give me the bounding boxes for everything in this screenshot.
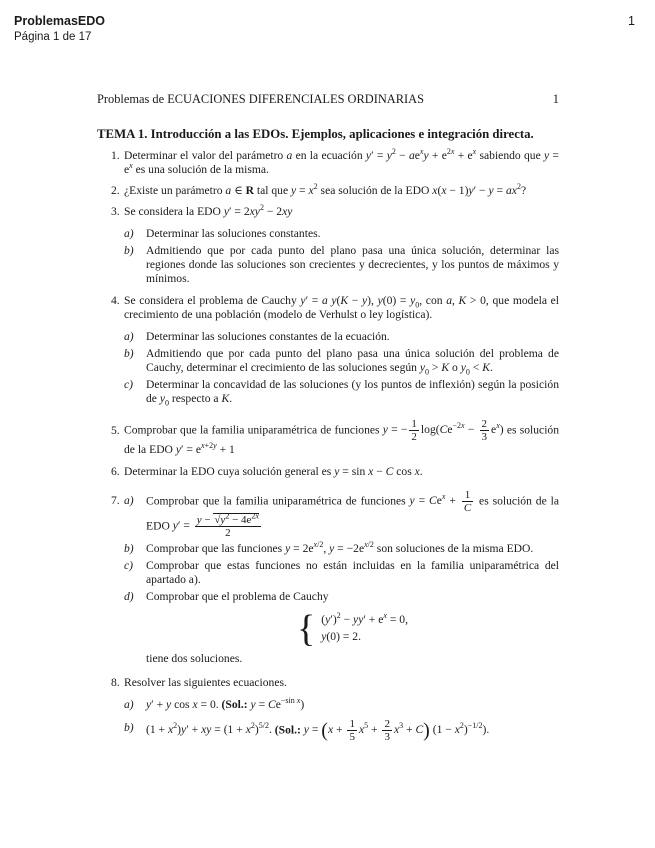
- math: $y' = 2xy^2 - 2xy$: [223, 203, 293, 218]
- part-label: d): [124, 589, 134, 603]
- solution-label: (Sol.:: [274, 722, 304, 736]
- problem-number: 5.: [111, 423, 120, 437]
- problem-text: Se considera el problema de Cauchy: [124, 294, 301, 308]
- problem-text: es solución de la EDO: [124, 423, 560, 456]
- part-text: tiene dos soluciones.: [146, 651, 243, 665]
- part-label: a): [124, 493, 134, 507]
- math: $y = Ce^x$ + $\frac{1}{C}$: [409, 488, 472, 514]
- math: $y_0$: [159, 391, 169, 408]
- solution-label: (Sol.:: [221, 697, 251, 711]
- cauchy-system: [146, 607, 559, 650]
- problem-3-part-b: [124, 244, 559, 286]
- problem-text: es una solución de la misma.: [132, 163, 269, 177]
- problem-text: Comprobar que la familia uniparamétrica de funciones: [124, 423, 383, 437]
- math: y′ = $\frac{y - √y^2 - 4e^{2x}}{2}$: [172, 511, 259, 540]
- part-text: Comprobar que las funciones: [146, 542, 286, 556]
- math: y = (x + $\frac{1}{5}$ $x^5$ + $\frac{2}{3}$ $x^3 + C$) $(1 - x^2)^{-1/2}$).: [303, 717, 490, 743]
- problem-2: [97, 184, 559, 198]
- math: $y = e^x$: [124, 149, 559, 177]
- problem-4: [97, 294, 559, 408]
- problem-text: Determinar el valor del parámetro: [124, 149, 287, 163]
- problem-4-part-b: [124, 347, 559, 375]
- part-label: a): [124, 226, 134, 240]
- problem-4-part-a: [124, 330, 559, 344]
- math: $y' = y^2 - ae^xy + e^{2x} + e^x$: [365, 147, 477, 163]
- part-text: Comprobar que estas funciones no están incluidas en la familia uniparamétrica del apartado a).: [146, 559, 559, 586]
- problem-number: 1.: [111, 149, 120, 163]
- problem-text: ?: [520, 184, 527, 198]
- part-text: Comprobar que el problema de Cauchy: [146, 589, 329, 603]
- content-title: Problemas de ECUACIONES DIFERENCIALES ORDINARIAS: [97, 92, 424, 106]
- problem-1: 1. Determinar el valor del parámetro a en la ecuación $y' = y^2 - ae^xy + e^{2x} + e^x$ sabiendo que $y = e^x$ es una solución de la misma.: [111, 147, 559, 177]
- problem-text: Determinar la EDO cuya solución general es: [124, 464, 335, 478]
- problem-text: sea solución de la EDO: [317, 184, 433, 198]
- math: a ∈ R: [225, 184, 254, 198]
- part-text: Determinar la concavidad de las soluciones (y los puntos de inflexión) según la posición de: [146, 378, 559, 405]
- problem-8-part-b: [124, 718, 559, 743]
- problem-number: 8.: [111, 675, 120, 689]
- part-label: a): [124, 330, 134, 344]
- part-label: c): [124, 559, 134, 573]
- math: K.: [221, 391, 233, 405]
- brace-glyph: {: [297, 607, 316, 650]
- math: y = − $\frac{1}{2}$ $\log(Ce^{-2x}$ − $\frac{2}{3}$ $e^x$): [382, 417, 504, 443]
- document-title: ProblemasEDO: [14, 14, 106, 28]
- math: y′ + y cos x = 0.: [146, 697, 219, 711]
- part-label: b): [124, 347, 134, 361]
- part-text: son soluciones de la misma EDO.: [373, 542, 534, 556]
- problem-7-part-b: [124, 542, 559, 556]
- problem-7-part-c: [124, 559, 559, 587]
- problem-3-part-a: [124, 227, 559, 241]
- content-page-number: 1: [552, 92, 559, 106]
- math: $x(x - 1)y' - y = ax^2$: [432, 182, 521, 198]
- part-text: Determinar las soluciones constantes de la ecuación.: [146, 330, 390, 344]
- problem-text: , con: [419, 294, 447, 308]
- part-text: Admitiendo que por cada punto del plano pasa una única solución del problema de Cauchy, determinar el crecimiento de las soluciones según: [146, 347, 559, 375]
- problem-6: [97, 465, 559, 479]
- content-title-row: [97, 92, 559, 107]
- problem-4-part-c: [124, 378, 559, 406]
- part-label: a): [124, 697, 134, 711]
- problem-number: 2.: [111, 184, 120, 198]
- math: a, K > 0: [446, 294, 486, 308]
- problem-number: 6.: [111, 464, 120, 478]
- problem-8-part-a: [124, 695, 559, 712]
- problem-text: Se considera la EDO: [124, 204, 224, 218]
- part-text: Determinar las soluciones constantes.: [146, 226, 321, 240]
- tema-heading: TEMA 1. Introducción a las EDOs. Ejemplos, aplicaciones e integración directa.: [97, 126, 534, 141]
- problem-3: [97, 205, 559, 286]
- page-number: 1: [628, 14, 635, 28]
- problem-text: tal que: [253, 184, 291, 198]
- math: $y = Ce^{-sin x}$): [250, 695, 305, 711]
- problem-7-part-a: [124, 489, 559, 539]
- page-info: Página 1 de 17: [14, 31, 92, 43]
- problem-5: [97, 418, 559, 457]
- math: $(1 + x^2)y'$ + xy = $(1 + x^2)^{5/2}$.: [146, 720, 272, 736]
- problem-text: sabiendo que: [476, 149, 544, 163]
- part-text: Comprobar que la familia uniparamétrica de funciones: [146, 494, 410, 508]
- math: $y = 2e^{x/2}$, $y = -2e^{x/2}$: [285, 540, 374, 556]
- problem-text: Resolver las siguientes ecuaciones.: [124, 675, 287, 689]
- problem-text: ¿Existe un parámetro: [124, 184, 226, 198]
- part-text: o: [449, 361, 461, 375]
- part-text: respecto a: [169, 391, 222, 405]
- problem-7: [97, 489, 559, 666]
- math: y = sin x − C cos x.: [334, 464, 423, 478]
- part-text: es solución de la EDO: [146, 494, 559, 533]
- page-content: [97, 92, 559, 743]
- problem-number: 7.: [111, 493, 120, 507]
- problem-number: 4.: [111, 294, 120, 308]
- part-label: c): [124, 378, 134, 391]
- math: $y_0 < K$.: [460, 361, 493, 377]
- problem-text: , que modela el crecimiento de una población (modelo de Verhulst o ley logística).: [124, 294, 559, 322]
- part-text: Admitiendo que por cada punto del plano pasa una única solución, determinar las regiones donde las soluciones son crecientes y decrecientes, y los puntos de máximos y mínimos.: [146, 243, 559, 285]
- problem-number: 3.: [111, 204, 120, 218]
- part-label: b): [124, 542, 134, 556]
- math: y′ = a y(K − y), $y(0) = y_0$: [300, 294, 420, 310]
- math: $(y')^2 - yy' + e^x = 0$, y(0) = 2.: [321, 611, 408, 643]
- part-label: b): [124, 243, 134, 257]
- problem-text: en la ecuación: [292, 149, 366, 163]
- problem-7-part-d: [124, 590, 559, 666]
- math: $y_0 > K$: [419, 361, 450, 377]
- problem-8: [97, 676, 559, 743]
- part-label: b): [124, 720, 134, 734]
- math: $y = x^2$: [291, 182, 318, 198]
- math: $y' = e^{x+2y} + 1$: [175, 441, 235, 456]
